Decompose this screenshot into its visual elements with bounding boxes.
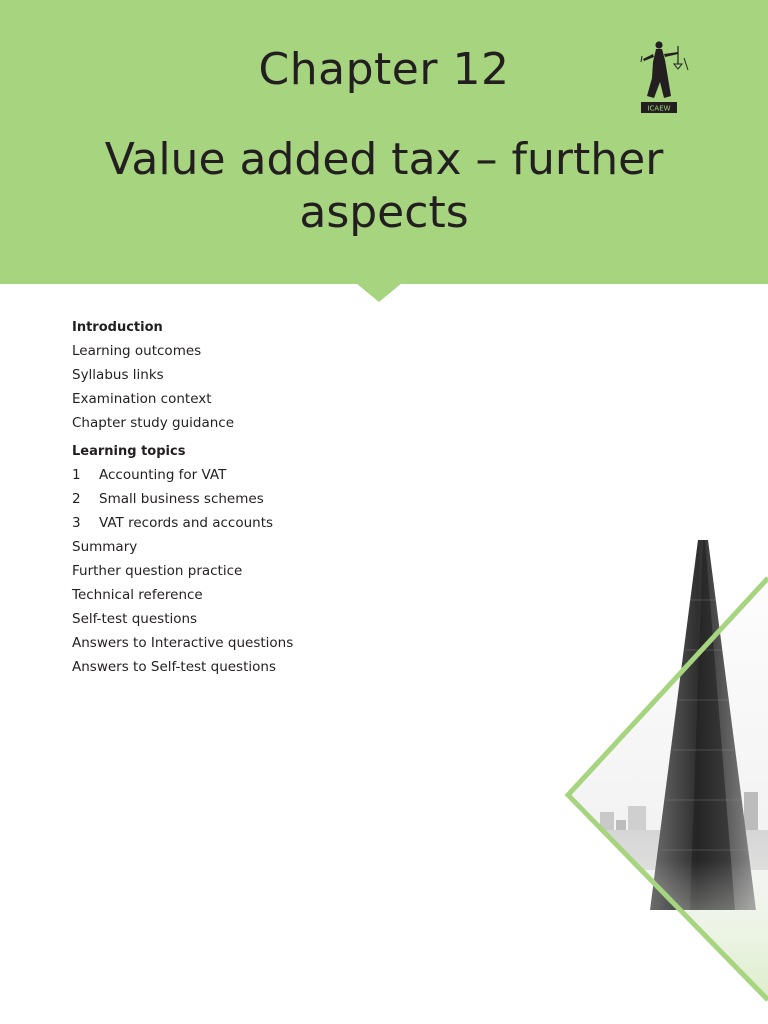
toc-topic-number: 3 (72, 515, 81, 531)
toc-item: Summary (72, 539, 138, 555)
toc-topic-label: Small business schemes (99, 491, 264, 507)
toc-item: Chapter study guidance (72, 415, 234, 431)
toc-topic-label: VAT records and accounts (99, 515, 274, 531)
toc-topic-number: 1 (72, 467, 81, 483)
chapter-contents (72, 317, 402, 679)
toc-item: Learning outcomes (72, 343, 202, 359)
toc-topic-number: 2 (72, 491, 81, 507)
chapter-header (0, 0, 768, 284)
toc-item: Further question practice (72, 563, 243, 579)
toc-item: Technical reference (72, 587, 203, 603)
chapter-title: Value added tax – further aspects (104, 134, 664, 238)
icaew-logo-icon (638, 38, 690, 116)
toc-topic-item (72, 487, 402, 511)
toc-item: Answers to Self-test questions (72, 659, 276, 675)
toc-item: Answers to Interactive questions (72, 635, 294, 651)
toc-item: Examination context (72, 391, 212, 407)
toc-heading-learning-topics: Learning topics (72, 444, 186, 459)
toc-topic-item (72, 463, 402, 487)
svg-text:ICAEW: ICAEW (647, 104, 671, 113)
chapter-number: Chapter 12 (258, 44, 510, 95)
header-notch (356, 283, 402, 302)
toc-item: Self-test questions (72, 611, 198, 627)
toc-heading-introduction: Introduction (72, 320, 163, 335)
toc-topic-item (72, 511, 402, 535)
toc-topic-label: Accounting for VAT (99, 467, 227, 483)
skyscraper-diamond-image (560, 530, 768, 1010)
toc-item: Syllabus links (72, 367, 164, 383)
